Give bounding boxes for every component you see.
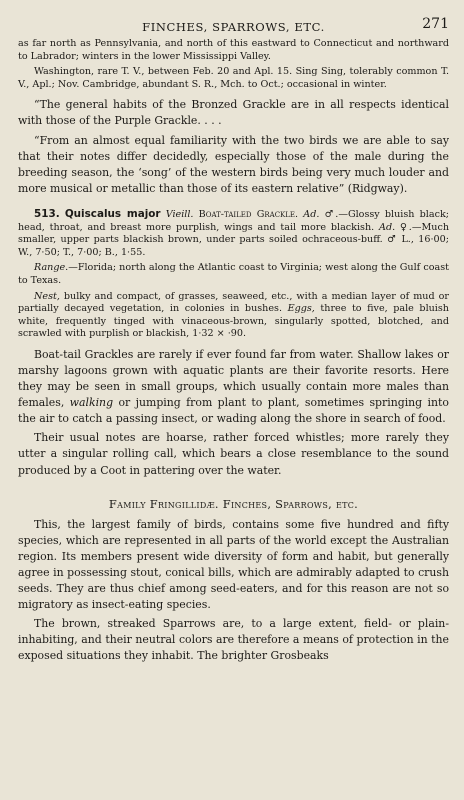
- male-label: Ad. ♂.: [303, 208, 339, 220]
- page-header: [18, 10, 449, 38]
- sparrows-paragraph: The brown, streaked Sparrows are, to a large extent, field- or plain-inhabiting, and their neutral colors are therefore a means of protection in the exposed situations they inhabit. The brighter Grosbeaks: [18, 617, 449, 663]
- migration-records: Washington, rare T. V., between Feb. 20 and Apl. 15. Sing Sing, tolerably common T. V., Apl.; Nov. Cambridge, abundant S. R., Mch. to Oct.; occasional in winter.: [18, 66, 449, 90]
- range-text: —Florida; north along the Atlantic coast to Virginia; west along the Gulf coast to Texas.: [18, 262, 449, 286]
- quote-paragraph-2: “From an almost equal familiarity with the two birds we are able to say that their notes differ decidedly, especially those of the male during the breeding season, the ‘song’ of the western birds being very much louder and more musical or metallic than those of its eastern relative” (Ridgway).: [18, 133, 449, 195]
- family-intro-paragraph: This, the largest family of birds, contains some five hundred and fifty species, which are represented in all parts of the world except the Australian region. Its members present wide diversity of form and habit, but generally agree in possessing stout, conical bills, which are admirably adapted to crush seeds. They are thus chief among seed-eaters, and for this reason are not so migratory as insect-eating species.: [18, 517, 449, 612]
- range-paragraph: [18, 262, 449, 287]
- species-common-name: Boat-tailed Grackle.: [198, 208, 299, 220]
- habits-text-b: or jumping from plant to plant, sometimes springing into the air to catch a passing insect, or wading along the shore in search of food.: [18, 396, 449, 426]
- habits-paragraph: [18, 347, 449, 427]
- nest-text: bulky and compact, of grasses, seaweed, etc., with a median layer of mud or partially decayed vegetation, in colonies in bushes.: [18, 290, 449, 315]
- habits-text-a: Boat-tail Grackles are rarely if ever found far from water. Shallow lakes or marshy lagoons grown with aquatic plants are their favorite resorts. Here they may be seen in small groups, which usually contain more males than females,: [18, 347, 449, 410]
- species-entry: [18, 208, 449, 259]
- species-name: Quiscalus major: [64, 207, 161, 220]
- female-description: —Much smaller, upper parts blackish brown, under parts soiled ochraceous-buff. ♂ L., 16·00; W., 7·50; T., 7·00; B., 1·55.: [18, 221, 449, 258]
- habits-italic-word: walking: [69, 396, 114, 410]
- male-description: —Glossy bluish black; head, throat, and breast more purplish, wings and tail more blackish.: [18, 208, 449, 233]
- eggs-text: three to five, pale bluish white, frequently tinged with vinaceous-brown, singularly spotted, blotched, and scrawled with purplish or blackish, 1·32 × ·90.: [18, 303, 449, 340]
- quote-paragraph-1: “The general habits of the Bronzed Grackle are in all respects identical with those of the Purple Grackle. . . .: [18, 98, 449, 128]
- range-label: Range.: [34, 262, 69, 274]
- female-label: Ad. ♀.: [379, 221, 412, 233]
- family-heading: Family Fringillidæ. Finches, Sparrows, etc.: [108, 496, 359, 511]
- nest-label: Nest,: [34, 290, 60, 302]
- nest-paragraph: [18, 291, 449, 341]
- species-author: Vieill.: [165, 208, 194, 220]
- running-head: FINCHES, SPARROWS, ETC.: [142, 20, 325, 34]
- eggs-label: Eggs,: [287, 303, 315, 315]
- species-number: 513.: [34, 207, 60, 220]
- page-number: 271: [422, 16, 449, 32]
- notes-paragraph: Their usual notes are hoarse, rather forced whistles; more rarely they utter a singular rolling call, which bears a close resemblance to the sound produced by a Coot in pattering over the water.: [18, 431, 449, 477]
- range-continuation: as far north as Pennsylvania, and north of this eastward to Connecticut and northward to Labrador; winters in the lower Mississippi Valley.: [18, 38, 449, 62]
